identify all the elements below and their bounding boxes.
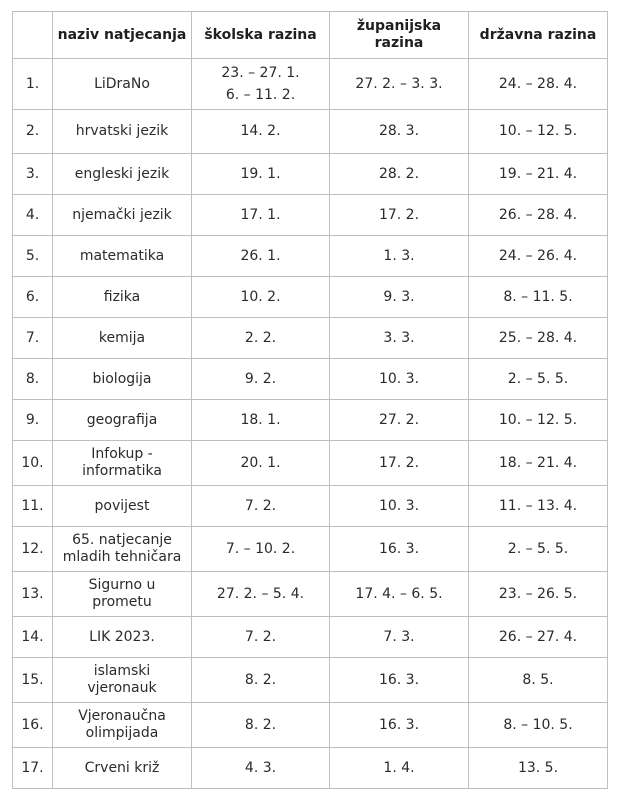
table-row [13,236,608,277]
row-number: 1. [13,59,53,110]
school-level-date: 7. 2. [192,486,330,527]
row-number: 5. [13,236,53,277]
row-number: 12. [13,527,53,572]
county-level-date: 1. 3. [330,236,469,277]
state-level-date: 23. – 26. 5. [469,572,608,617]
school-level-date [192,59,330,110]
competition-schedule-table [12,11,608,789]
table-header-row [13,12,608,59]
state-level-date: 25. – 28. 4. [469,318,608,359]
table-row [13,59,608,110]
header-school-level: školska razina [192,12,330,59]
table-row [13,400,608,441]
school-level-date: 2. 2. [192,318,330,359]
county-level-date: 28. 2. [330,154,469,195]
school-level-date: 8. 2. [192,703,330,748]
state-level-date: 8. – 11. 5. [469,277,608,318]
school-level-date-line-2: 6. – 11. 2. [225,87,296,103]
competition-name: Crveni križ [53,748,192,789]
row-number: 4. [13,195,53,236]
table-row [13,277,608,318]
table-row [13,617,608,658]
state-level-date: 24. – 26. 4. [469,236,608,277]
school-level-date: 14. 2. [192,110,330,154]
row-number: 6. [13,277,53,318]
state-level-date: 19. – 21. 4. [469,154,608,195]
state-level-date: 24. – 28. 4. [469,59,608,110]
school-level-date: 9. 2. [192,359,330,400]
state-level-date: 18. – 21. 4. [469,441,608,486]
table-row [13,154,608,195]
row-number: 16. [13,703,53,748]
county-level-date: 17. 2. [330,441,469,486]
table-row [13,527,608,572]
competition-name: geografija [53,400,192,441]
competition-name: fizika [53,277,192,318]
county-level-date: 10. 3. [330,486,469,527]
county-level-date: 1. 4. [330,748,469,789]
row-number: 9. [13,400,53,441]
state-level-date: 10. – 12. 5. [469,400,608,441]
competition-name: LIK 2023. [53,617,192,658]
county-level-date: 9. 3. [330,277,469,318]
competition-name: Infokup - informatika [53,441,192,486]
row-number: 3. [13,154,53,195]
row-number: 11. [13,486,53,527]
school-level-date: 10. 2. [192,277,330,318]
state-level-date: 26. – 28. 4. [469,195,608,236]
county-level-date: 17. 2. [330,195,469,236]
state-level-date: 11. – 13. 4. [469,486,608,527]
state-level-date: 26. – 27. 4. [469,617,608,658]
table-row [13,195,608,236]
table-row [13,658,608,703]
school-level-date: 27. 2. – 5. 4. [192,572,330,617]
school-level-date-line-1: 23. – 27. 1. [221,65,300,81]
state-level-date: 8. – 10. 5. [469,703,608,748]
table-row [13,572,608,617]
row-number: 15. [13,658,53,703]
county-level-date: 7. 3. [330,617,469,658]
county-level-date: 16. 3. [330,527,469,572]
competition-name: engleski jezik [53,154,192,195]
county-level-date: 3. 3. [330,318,469,359]
row-number: 14. [13,617,53,658]
competition-name: matematika [53,236,192,277]
state-level-date: 2. – 5. 5. [469,527,608,572]
county-level-date: 27. 2. – 3. 3. [330,59,469,110]
school-level-date: 17. 1. [192,195,330,236]
state-level-date: 8. 5. [469,658,608,703]
school-level-date: 20. 1. [192,441,330,486]
competition-table-container [12,11,608,789]
row-number: 10. [13,441,53,486]
header-state-level: državna razina [469,12,608,59]
row-number: 13. [13,572,53,617]
competition-name: kemija [53,318,192,359]
competition-name: islamski vjeronauk [53,658,192,703]
state-level-date: 2. – 5. 5. [469,359,608,400]
table-row [13,110,608,154]
school-level-date: 4. 3. [192,748,330,789]
county-level-date: 17. 4. – 6. 5. [330,572,469,617]
state-level-date: 10. – 12. 5. [469,110,608,154]
header-number [13,12,53,59]
table-row [13,703,608,748]
row-number: 7. [13,318,53,359]
row-number: 8. [13,359,53,400]
competition-name: LiDraNo [53,59,192,110]
competition-name: hrvatski jezik [53,110,192,154]
table-row [13,318,608,359]
competition-name: biologija [53,359,192,400]
header-county-level: županijska razina [330,12,469,59]
county-level-date: 28. 3. [330,110,469,154]
table-row [13,359,608,400]
header-competition-name: naziv natjecanja [53,12,192,59]
competition-name: 65. natjecanje mladih tehničara [53,527,192,572]
competition-name: Vjeronaučna olimpijada [53,703,192,748]
school-level-date: 7. 2. [192,617,330,658]
county-level-date: 16. 3. [330,658,469,703]
county-level-date: 10. 3. [330,359,469,400]
table-row [13,748,608,789]
row-number: 17. [13,748,53,789]
table-row [13,441,608,486]
school-level-date: 7. – 10. 2. [192,527,330,572]
school-level-date: 8. 2. [192,658,330,703]
table-row [13,486,608,527]
county-level-date: 16. 3. [330,703,469,748]
competition-name: Sigurno u prometu [53,572,192,617]
state-level-date: 13. 5. [469,748,608,789]
school-level-date: 18. 1. [192,400,330,441]
school-level-date: 26. 1. [192,236,330,277]
school-level-date: 19. 1. [192,154,330,195]
county-level-date: 27. 2. [330,400,469,441]
row-number: 2. [13,110,53,154]
competition-name: povijest [53,486,192,527]
competition-name: njemački jezik [53,195,192,236]
